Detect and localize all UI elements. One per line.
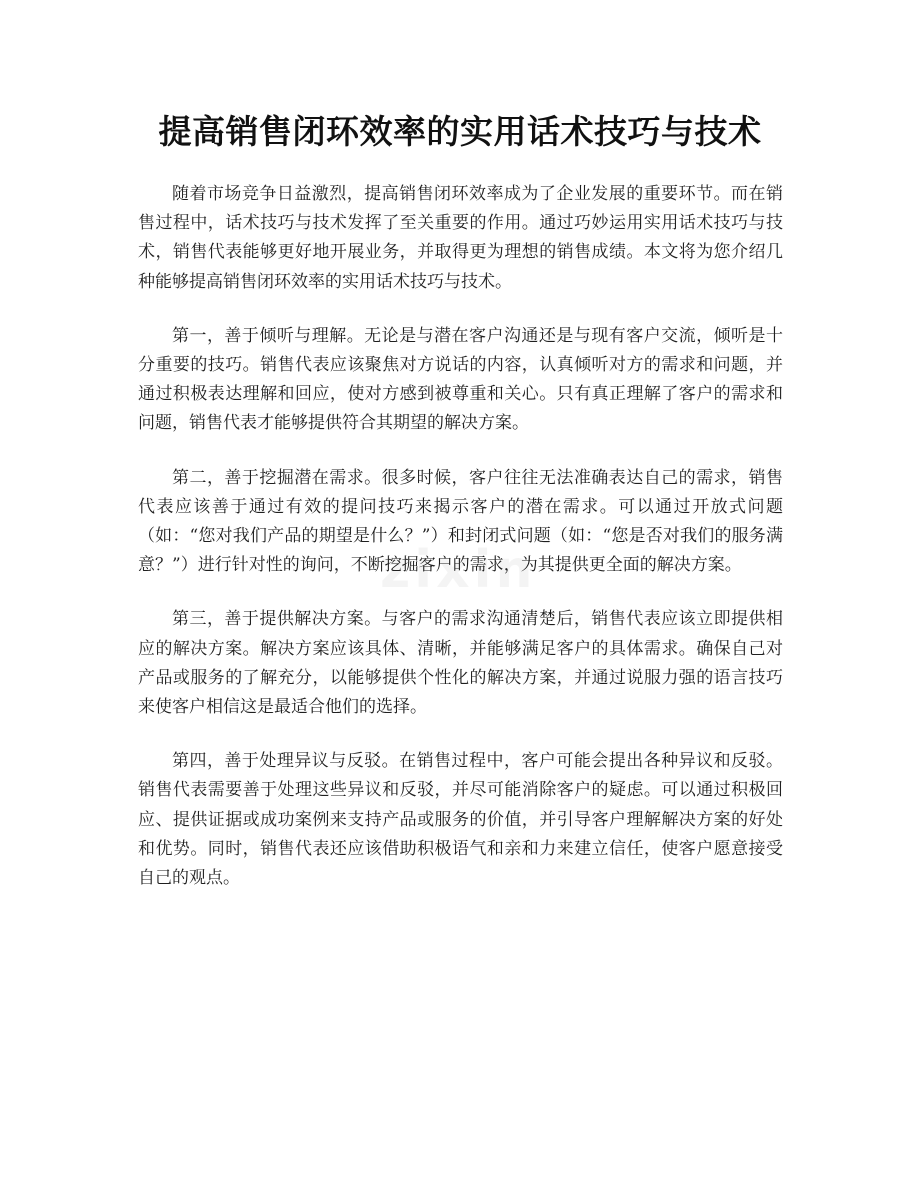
paragraph-third: 第三，善于提供解决方案。与客户的需求沟通清楚后，销售代表应该立即提供相应的解决方案。解决方案应该具体、清晰，并能够满足客户的具体需求。确保自己对产品或服务的了解充分，以能够提供个性化的解决方案，并通过说服力强的语言技巧来使客户相信这是最适合他们的选择。 (138, 609, 783, 718)
paragraph-second: 第二，善于挖掘潜在需求。很多时候，客户往往无法准确表达自己的需求，销售代表应该善于通过有效的提问技巧来揭示客户的潜在需求。可以通过开放式问题（如：“您对我们产品的期望是什么？”）和封闭式问题（如：“您是否对我们的服务满意？”）进行针对性的询问，不断挖掘客户的需求，为其提供更全面的解决方案。 (138, 467, 783, 576)
document-title: 提高销售闭环效率的实用话术技巧与技术 (158, 112, 762, 151)
paragraph-intro: 随着市场竞争日益激烈，提高销售闭环效率成为了企业发展的重要环节。而在销售过程中，话术技巧与技术发挥了至关重要的作用。通过巧妙运用实用话术技巧与技术，销售代表能够更好地开展业务，并取得更为理想的销售成绩。本文将为您介绍几种能够提高销售闭环效率的实用话术技巧与技术。 (138, 184, 783, 292)
paragraph-first: 第一，善于倾听与理解。无论是与潜在客户沟通还是与现有客户交流，倾听是十分重要的技巧。销售代表应该聚焦对方说话的内容，认真倾听对方的需求和问题，并通过积极表达理解和回应，使对方感到被尊重和关心。只有真正理解了客户的需求和问题，销售代表才能够提供符合其期望的解决方案。 (138, 325, 783, 434)
paragraph-fourth: 第四，善于处理异议与反驳。在销售过程中，客户可能会提出各种异议和反驳。销售代表需要善于处理这些异议和反驳，并尽可能消除客户的疑虑。可以通过积极回应、提供证据或成功案例来支持产品或服务的价值，并引导客户理解解决方案的好处和优势。同时，销售代表还应该借助积极语气和亲和力来建立信任，使客户愿意接受自己的观点。 (138, 751, 783, 889)
document-body (138, 180, 783, 918)
